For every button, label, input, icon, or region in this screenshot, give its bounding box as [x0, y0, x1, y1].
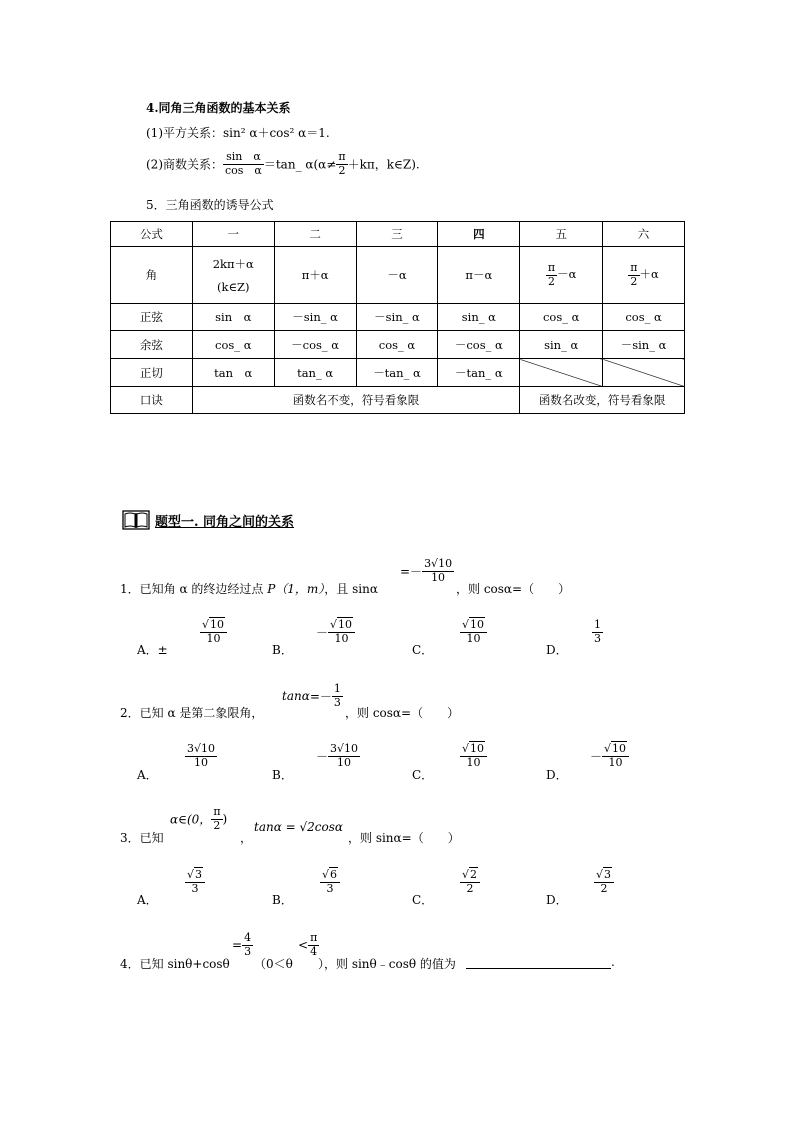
col-3: 三: [356, 222, 438, 247]
mnemonic-1-4: 函数名不变，符号看象限: [192, 387, 519, 414]
square-formula: sin² α＋cos² α＝1.: [223, 126, 330, 140]
q4-condition-b: ），则 sinθ﹣cosθ 的值为: [318, 957, 456, 971]
quotient-rhs: ＝tan_ α(α≠: [263, 157, 337, 172]
table-cell-blank: [520, 359, 603, 387]
table-cell: －tan_ α: [356, 359, 438, 387]
q1-option-b-value: － $\frac{√10}{10}$: [316, 619, 355, 645]
col-2: 二: [274, 222, 356, 247]
table-cell: cos_ α: [192, 331, 274, 359]
q3-comma: ，: [240, 831, 253, 845]
table-row-cos: [111, 331, 685, 359]
section5-heading: 5．三角函数的诱导公式: [146, 198, 274, 212]
q3-stem: 3．已知: [120, 831, 164, 845]
q4-upper-bound: < $\frac{\pi}{4}$: [298, 931, 318, 958]
q3-option-a-value: $\frac{√3}{3}$: [185, 869, 205, 895]
row-header-angle: 角: [111, 247, 193, 304]
pi-over-two: $\frac{\pi}{2}$: [338, 150, 346, 177]
q4-condition-a: （0＜θ: [254, 957, 293, 971]
q2-stem: 2．已知 α 是第二象限角，: [120, 706, 264, 720]
table-row-tan: [111, 359, 685, 387]
q1-option-d-value: $\frac{1}{3}$: [594, 618, 601, 645]
q2-option-c-value: $\frac{√10}{10}$: [460, 743, 487, 769]
q1-option-c-value: $\frac{√10}{10}$: [460, 619, 487, 645]
angle-5: $\frac{\pi}{2}$ －α: [520, 247, 603, 304]
table-cell: tan_ α: [274, 359, 356, 387]
row-header-cos: 余弦: [111, 331, 193, 359]
angle-4: π－α: [438, 247, 520, 304]
section4-heading: 4.同角三角函数的基本关系: [146, 101, 291, 115]
row-header-mnemonic: 口诀: [111, 387, 193, 414]
q1-stem: 1．已知角 α 的终边经过点 P（1，m），且 sinα: [120, 582, 378, 596]
row-header-sin: 正弦: [111, 304, 193, 331]
q1-option-d-label: D．: [546, 643, 568, 657]
q3-option-c-value: $\frac{√2}{2}$: [460, 869, 480, 895]
q1-option-a-label: A．±: [137, 643, 168, 657]
q4-answer-blank[interactable]: .: [466, 955, 615, 969]
q2-option-c-label: C．: [412, 768, 434, 782]
q3-condition: α∈(0， $\frac{\pi}{2}$ ): [170, 805, 228, 832]
table-cell: －tan_ α: [438, 359, 520, 387]
q2-option-d-value: － $\frac{√10}{10}$: [590, 743, 629, 769]
table-cell-blank: [603, 359, 685, 387]
q2-option-a-label: A．: [137, 768, 158, 782]
table-row-header: [111, 222, 685, 247]
quotient-tail: ＋kπ，k∈Z).: [347, 157, 420, 172]
q3-option-b-label: B．: [272, 893, 293, 907]
table-cell: sin_ α: [520, 331, 603, 359]
row-header-formula: 公式: [111, 222, 193, 247]
angle-3: －α: [356, 247, 438, 304]
row-header-tan: 正切: [111, 359, 193, 387]
table-cell: －sin_ α: [356, 304, 438, 331]
q3-option-c-label: C．: [412, 893, 434, 907]
q3-option-a-label: A．: [137, 893, 158, 907]
table-row-angle: [111, 247, 685, 304]
q2-option-b-label: B．: [272, 768, 293, 782]
q3-option-b-value: $\frac{√6}{3}$: [320, 869, 340, 895]
col-4: 四: [438, 222, 520, 247]
mnemonic-5-6: 函数名改变，符号看象限: [520, 387, 685, 414]
q3-tail: ，则 sinα=（ ）: [348, 831, 460, 845]
quotient-label: (2)商数关系：: [146, 157, 223, 172]
type-heading: 题型一. 同角之间的关系: [155, 515, 295, 530]
table-cell: －sin_ α: [274, 304, 356, 331]
col-6: 六: [603, 222, 685, 247]
table-cell: －cos_ α: [438, 331, 520, 359]
q1-sin-value: =－ $\frac{3√10}{10}$: [400, 557, 453, 584]
q1-tail: ，则 cosα=（ ）: [456, 582, 571, 596]
table-cell: －sin_ α: [603, 331, 685, 359]
square-relation: [146, 124, 330, 141]
angle-6: $\frac{\pi}{2}$ ＋α: [603, 247, 685, 304]
q4-stem: 4．已知 sinθ+cosθ: [120, 957, 230, 971]
q4-value: = $\frac{4}{3}$: [232, 931, 252, 958]
induction-formula-table: [110, 221, 685, 414]
quotient-relation: [146, 151, 420, 177]
table-cell: cos_ α: [603, 304, 685, 331]
q3-equation: tanα = √2cosα: [254, 820, 343, 834]
table-cell: cos_ α: [520, 304, 603, 331]
quotient-num: sin α: [223, 151, 264, 165]
table-cell: sin_ α: [438, 304, 520, 331]
q2-option-a-value: $\frac{3√10}{10}$: [187, 742, 216, 769]
q1-point: P（1，m）: [267, 582, 325, 596]
q2-option-d-label: D．: [546, 768, 568, 782]
q2-tail: ，则 cosα=（ ）: [345, 706, 460, 720]
table-row-mnemonic: [111, 387, 685, 414]
table-row-sin: [111, 304, 685, 331]
q2-condition: tanα=－ $\frac{1}{3}$: [282, 682, 341, 709]
table-cell: sin α: [192, 304, 274, 331]
book-icon: [122, 509, 150, 531]
col-5: 五: [520, 222, 603, 247]
q1-option-c-label: C．: [412, 643, 434, 657]
quotient-den: cos α: [225, 163, 262, 177]
table-cell: cos_ α: [356, 331, 438, 359]
col-1: 一: [192, 222, 274, 247]
q1-option-a-value: $\frac{√10}{10}$: [200, 619, 227, 645]
q3-option-d-value: $\frac{√3}{2}$: [594, 869, 614, 895]
table-cell: －cos_ α: [274, 331, 356, 359]
q1-option-b-label: B．: [272, 643, 293, 657]
q2-option-b-value: － $\frac{3√10}{10}$: [316, 742, 359, 769]
angle-1: 2kπ＋α (k∈Z): [192, 247, 274, 304]
angle-2: π＋α: [274, 247, 356, 304]
quotient-fraction: [223, 151, 264, 177]
q3-option-d-label: D．: [546, 893, 568, 907]
square-label: (1)平方关系：: [146, 126, 223, 140]
table-cell: tan α: [192, 359, 274, 387]
